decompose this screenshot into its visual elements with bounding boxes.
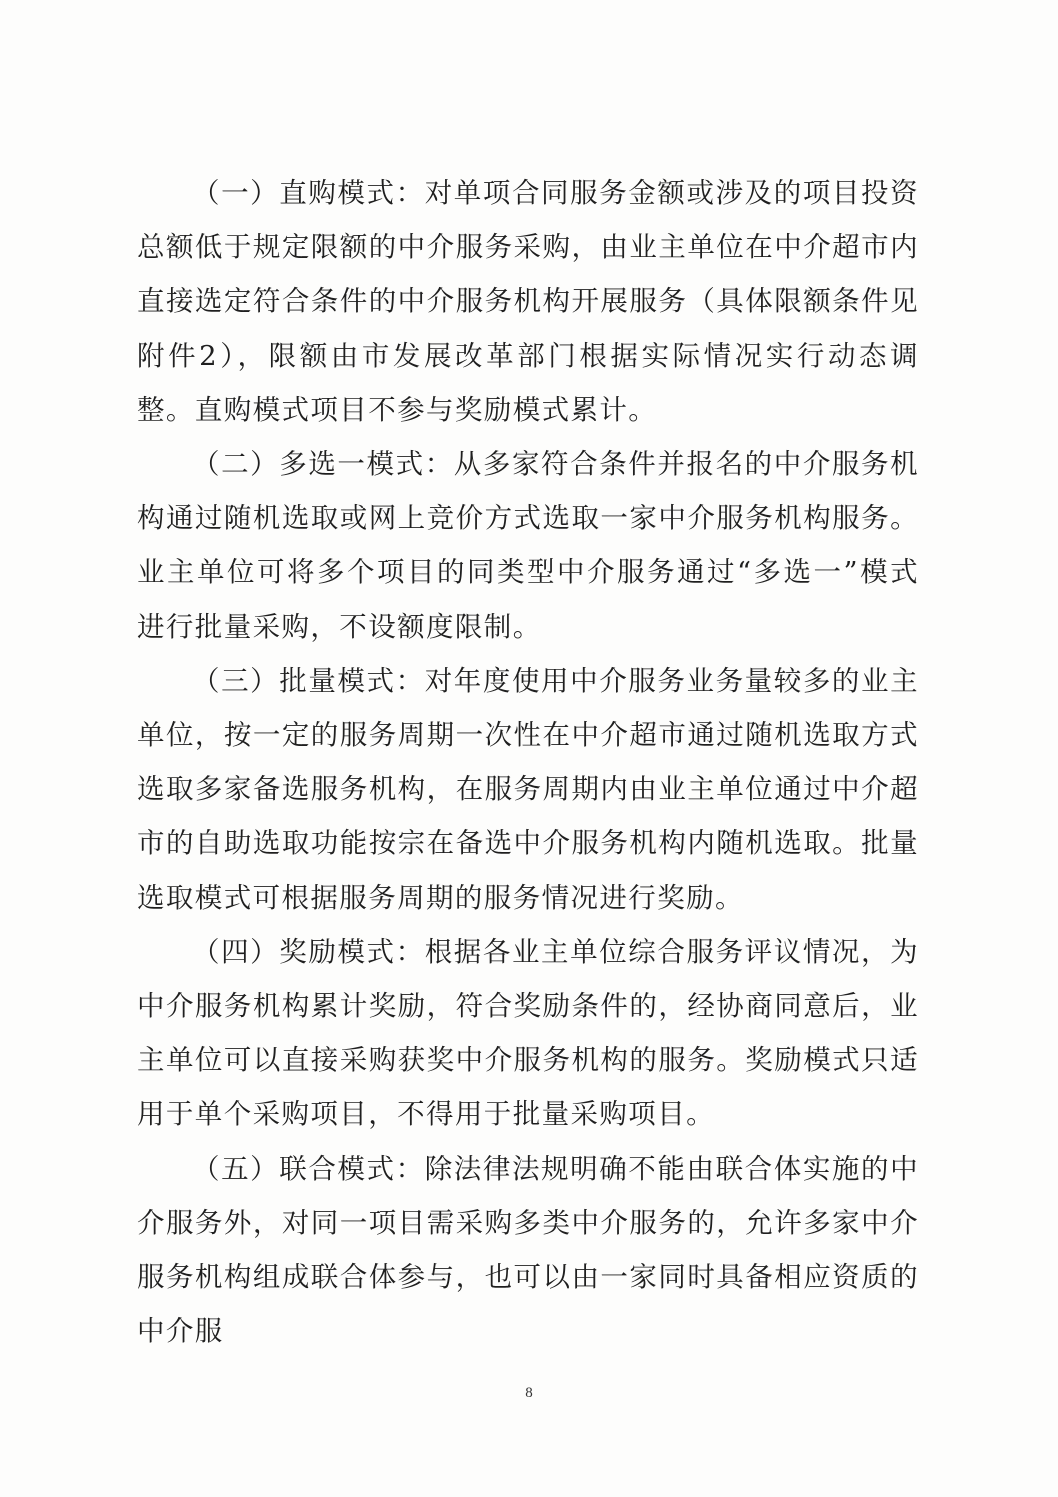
paragraph-direct-purchase-mode: （一）直购模式：对单项合同服务金额或涉及的项目投资总额低于规定限额的中介服务采购，由业主单位在中介超市内直接选定符合条件的中介服务机构开展服务（具体限额条件见附件2），限额由市发展改革部门根据实际情况实行动态调整。直购模式项目不参与奖励模式累计。 bbox=[137, 177, 919, 426]
page-number: 8 bbox=[525, 1385, 533, 1401]
paragraph-reward-mode: （四）奖励模式：根据各业主单位综合服务评议情况，为中介服务机构累计奖励，符合奖励条件的，经协商同意后，业主单位可以直接采购获奖中介服务机构的服务。奖励模式只适用于单个采购项目，不得用于批量采购项目。 bbox=[137, 935, 919, 1131]
paragraph-batch-mode: （三）批量模式：对年度使用中介服务业务量较多的业主单位，按一定的服务周期一次性在中介超市通过随机选取方式选取多家备选服务机构，在服务周期内由业主单位通过中介超市的自助选取功能按宗在备选中介服务机构内随机选取。批量选取模式可根据服务周期的服务情况进行奖励。 bbox=[137, 664, 919, 914]
paragraph-joint-mode: （五）联合模式：除法律法规明确不能由联合体实施的中介服务外，对同一项目需采购多类中介服务的，允许多家中介服务机构组成联合体参与，也可以由一家同时具备相应资质的中介服 bbox=[137, 1152, 919, 1348]
paragraph-multiple-choice-mode: （二）多选一模式：从多家符合条件并报名的中介服务机构通过随机选取或网上竞价方式选取一家中介服务机构服务。业主单位可将多个项目的同类型中介服务通过“多选一”模式进行批量采购，不设额度限制。 bbox=[137, 448, 919, 643]
document-body bbox=[137, 166, 919, 1358]
